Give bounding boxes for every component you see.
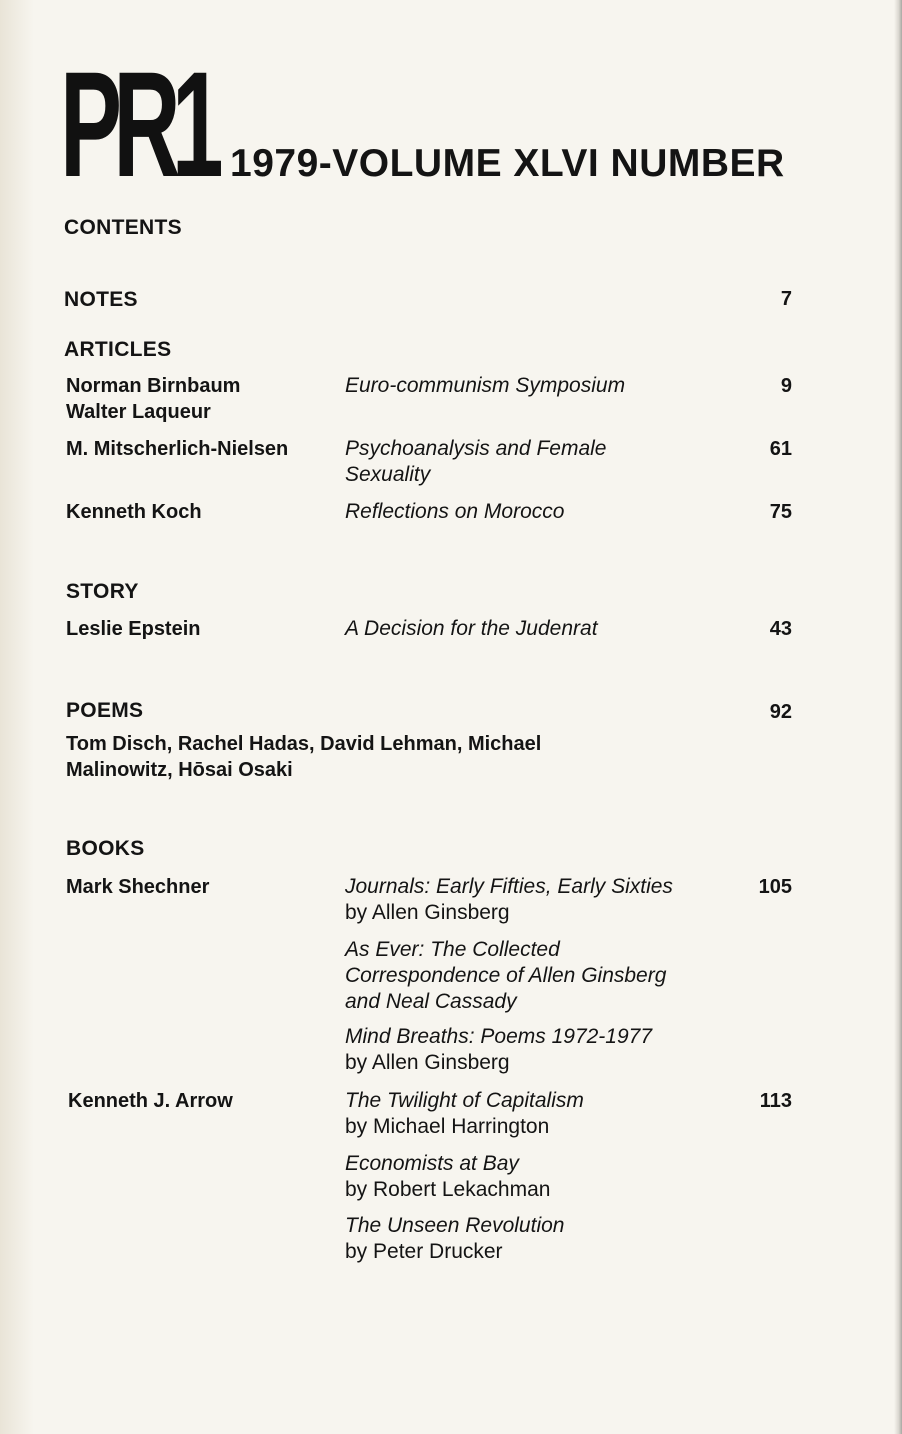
book-review-page: 113 bbox=[759, 1090, 792, 1112]
book-title: and Neal Cassady bbox=[345, 990, 517, 1013]
book-reviewer: Kenneth J. Arrow bbox=[68, 1090, 233, 1112]
book-title: Mind Breaths: Poems 1972-1977 bbox=[345, 1025, 653, 1048]
article-author: Walter Laqueur bbox=[66, 401, 211, 423]
book-author: by Allen Ginsberg bbox=[345, 1051, 510, 1074]
book-title: The Twilight of Capitalism bbox=[345, 1089, 584, 1112]
book-author: by Peter Drucker bbox=[345, 1240, 503, 1263]
story-page: 43 bbox=[769, 618, 792, 640]
book-review-page: 105 bbox=[758, 876, 792, 898]
poets-list: Tom Disch, Rachel Hadas, David Lehman, Michael bbox=[66, 733, 542, 755]
poems-page: 92 bbox=[769, 701, 792, 723]
page-shadow bbox=[0, 0, 34, 1434]
book-title: Economists at Bay bbox=[345, 1152, 519, 1175]
journal-logo: PR1 bbox=[60, 40, 215, 208]
article-page: 75 bbox=[769, 501, 792, 523]
article-author: M. Mitscherlich-Nielsen bbox=[66, 438, 289, 460]
article-title: Sexuality bbox=[345, 463, 431, 486]
story-title: A Decision for the Judenrat bbox=[345, 617, 598, 640]
notes-page: 7 bbox=[780, 288, 792, 310]
book-reviewer: Mark Shechner bbox=[66, 876, 210, 898]
book-author: by Michael Harrington bbox=[345, 1115, 550, 1138]
masthead bbox=[60, 40, 860, 208]
article-title: Reflections on Morocco bbox=[345, 500, 565, 523]
poems-heading: POEMS bbox=[66, 699, 144, 722]
story-heading: STORY bbox=[66, 580, 139, 603]
book-title: Correspondence of Allen Ginsberg bbox=[345, 964, 667, 987]
story-author: Leslie Epstein bbox=[66, 618, 201, 640]
page-edge bbox=[894, 0, 902, 1434]
article-page: 9 bbox=[780, 375, 792, 397]
contents-heading: CONTENTS bbox=[64, 216, 182, 239]
article-author: Norman Birnbaum bbox=[66, 375, 241, 397]
article-page: 61 bbox=[769, 438, 792, 460]
book-author: by Allen Ginsberg bbox=[345, 901, 510, 924]
articles-heading: ARTICLES bbox=[64, 338, 172, 361]
books-heading: BOOKS bbox=[66, 837, 145, 860]
poets-list: Malinowitz, Hōsai Osaki bbox=[66, 759, 293, 781]
book-title: The Unseen Revolution bbox=[345, 1214, 565, 1237]
book-author: by Robert Lekachman bbox=[345, 1178, 551, 1201]
article-title: Euro-communism Symposium bbox=[345, 374, 626, 397]
article-title: Psychoanalysis and Female bbox=[345, 437, 607, 460]
book-title: As Ever: The Collected bbox=[345, 938, 560, 961]
book-title: Journals: Early Fifties, Early Sixties bbox=[345, 875, 673, 898]
article-author: Kenneth Koch bbox=[66, 501, 202, 523]
notes-heading: NOTES bbox=[64, 288, 138, 311]
volume-line: 1979-VOLUME XLVI NUMBER bbox=[230, 142, 785, 185]
